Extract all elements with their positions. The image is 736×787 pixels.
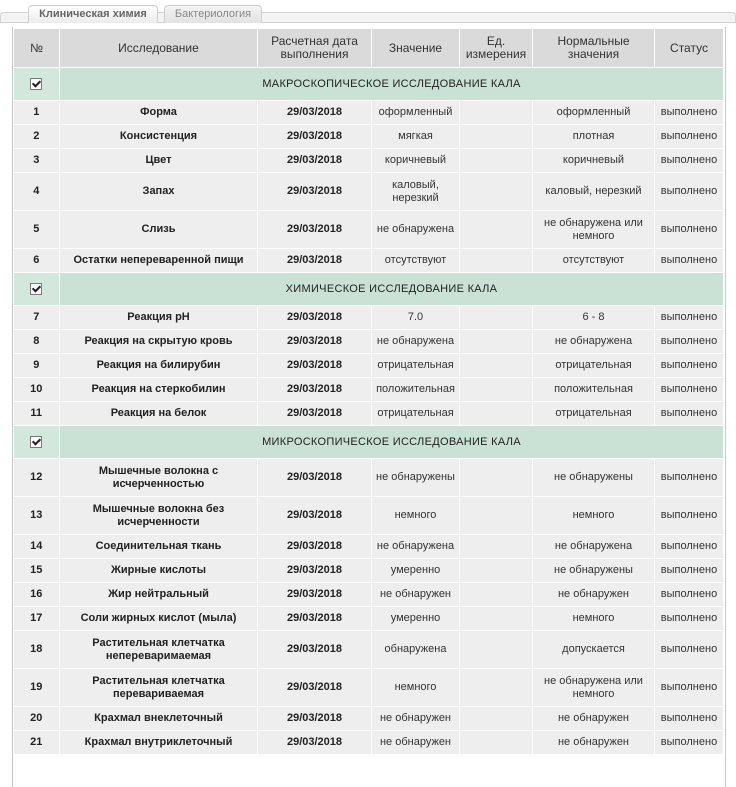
cell-unit: [460, 306, 533, 330]
cell-number: 20: [14, 707, 60, 731]
cell-norm: 6 - 8: [533, 306, 655, 330]
cell-number: 6: [14, 249, 60, 273]
cell-number: 4: [14, 173, 60, 211]
cell-status: выполнено: [655, 731, 724, 755]
cell-number: 1: [14, 101, 60, 125]
cell-value: не обнаружены: [372, 459, 460, 497]
table-row[interactable]: [14, 497, 724, 535]
section-header-row: [14, 68, 724, 101]
cell-norm: не обнаружены: [533, 559, 655, 583]
header-status[interactable]: Статус: [655, 29, 724, 68]
cell-test-name: Соли жирных кислот (мыла): [60, 607, 258, 631]
cell-norm: коричневый: [533, 149, 655, 173]
header-norm[interactable]: Нормальные значения: [533, 29, 655, 68]
table-row[interactable]: [14, 631, 724, 669]
cell-test-name: Соединительная ткань: [60, 535, 258, 559]
cell-norm: плотная: [533, 125, 655, 149]
cell-test-name: Слизь: [60, 211, 258, 249]
table-row[interactable]: [14, 125, 724, 149]
cell-status: выполнено: [655, 583, 724, 607]
cell-test-name: Мышечные волокна без исчерченности: [60, 497, 258, 535]
cell-status: выполнено: [655, 707, 724, 731]
table-row[interactable]: [14, 354, 724, 378]
cell-value: не обнаружен: [372, 707, 460, 731]
cell-value: не обнаружен: [372, 583, 460, 607]
cell-test-name: Растительная клетчатка перевариваемая: [60, 669, 258, 707]
cell-number: 17: [14, 607, 60, 631]
section-title: МАКРОСКОПИЧЕСКОЕ ИССЛЕДОВАНИЕ КАЛА: [60, 68, 724, 101]
section-checkbox-cell: [14, 68, 60, 101]
cell-value: положительная: [372, 378, 460, 402]
cell-unit: [460, 497, 533, 535]
table-row[interactable]: [14, 459, 724, 497]
table-row[interactable]: [14, 101, 724, 125]
cell-value: коричневый: [372, 149, 460, 173]
table-row[interactable]: [14, 669, 724, 707]
results-table: [13, 28, 724, 755]
cell-norm: не обнаружена: [533, 330, 655, 354]
section-checkbox[interactable]: [30, 78, 42, 90]
cell-test-name: Реакция на стеркобилин: [60, 378, 258, 402]
cell-value: отрицательная: [372, 354, 460, 378]
table-row[interactable]: [14, 330, 724, 354]
cell-status: выполнено: [655, 125, 724, 149]
cell-status: выполнено: [655, 607, 724, 631]
cell-norm: не обнаружена или немного: [533, 211, 655, 249]
cell-unit: [460, 583, 533, 607]
cell-date: 29/03/2018: [258, 173, 372, 211]
cell-unit: [460, 669, 533, 707]
cell-test-name: Реакция на билирубин: [60, 354, 258, 378]
tab-clinical-chemistry[interactable]: Клиническая химия: [28, 5, 158, 23]
cell-unit: [460, 211, 533, 249]
section-checkbox-cell: [14, 426, 60, 459]
cell-number: 3: [14, 149, 60, 173]
cell-date: 29/03/2018: [258, 631, 372, 669]
cell-number: 16: [14, 583, 60, 607]
section-header-row: [14, 426, 724, 459]
cell-status: выполнено: [655, 402, 724, 426]
cell-norm: не обнаружены: [533, 459, 655, 497]
cell-date: 29/03/2018: [258, 559, 372, 583]
cell-date: 29/03/2018: [258, 378, 372, 402]
header-unit[interactable]: Ед. измерения: [460, 29, 533, 68]
cell-norm: не обнаружен: [533, 731, 655, 755]
cell-unit: [460, 173, 533, 211]
cell-test-name: Цвет: [60, 149, 258, 173]
cell-value: оформленный: [372, 101, 460, 125]
cell-unit: [460, 607, 533, 631]
cell-status: выполнено: [655, 459, 724, 497]
cell-test-name: Остатки непереваренной пищи: [60, 249, 258, 273]
table-row[interactable]: [14, 559, 724, 583]
table-row[interactable]: [14, 249, 724, 273]
cell-value: не обнаружена: [372, 535, 460, 559]
header-number[interactable]: №: [14, 29, 60, 68]
cell-norm: допускается: [533, 631, 655, 669]
cell-norm: не обнаружена: [533, 535, 655, 559]
cell-value: немного: [372, 497, 460, 535]
cell-status: выполнено: [655, 378, 724, 402]
cell-status: выполнено: [655, 101, 724, 125]
cell-date: 29/03/2018: [258, 101, 372, 125]
table-row[interactable]: [14, 707, 724, 731]
cell-norm: немного: [533, 607, 655, 631]
cell-norm: оформленный: [533, 101, 655, 125]
table-row[interactable]: [14, 731, 724, 755]
cell-norm: положительная: [533, 378, 655, 402]
cell-norm: отрицательная: [533, 402, 655, 426]
table-row[interactable]: [14, 378, 724, 402]
cell-date: 29/03/2018: [258, 125, 372, 149]
cell-norm: не обнаружена или немного: [533, 669, 655, 707]
cell-unit: [460, 125, 533, 149]
cell-unit: [460, 535, 533, 559]
cell-test-name: Мышечные волокна с исчерченностью: [60, 459, 258, 497]
cell-number: 7: [14, 306, 60, 330]
section-title: ХИМИЧЕСКОЕ ИССЛЕДОВАНИЕ КАЛА: [60, 273, 724, 306]
cell-unit: [460, 149, 533, 173]
cell-date: 29/03/2018: [258, 402, 372, 426]
cell-unit: [460, 402, 533, 426]
table-row[interactable]: [14, 306, 724, 330]
cell-number: 5: [14, 211, 60, 249]
cell-number: 12: [14, 459, 60, 497]
cell-date: 29/03/2018: [258, 535, 372, 559]
cell-norm: каловый, нерезкий: [533, 173, 655, 211]
cell-date: 29/03/2018: [258, 249, 372, 273]
cell-value: немного: [372, 669, 460, 707]
cell-value: 7.0: [372, 306, 460, 330]
cell-value: отрицательная: [372, 402, 460, 426]
cell-date: 29/03/2018: [258, 211, 372, 249]
header-value[interactable]: Значение: [372, 29, 460, 68]
cell-number: 14: [14, 535, 60, 559]
cell-value: отсутствуют: [372, 249, 460, 273]
section-checkbox[interactable]: [30, 283, 42, 295]
cell-norm: не обнаружен: [533, 707, 655, 731]
section-header-row: [14, 273, 724, 306]
cell-unit: [460, 459, 533, 497]
cell-number: 19: [14, 669, 60, 707]
cell-number: 2: [14, 125, 60, 149]
cell-test-name: Жирные кислоты: [60, 559, 258, 583]
cell-norm: отсутствуют: [533, 249, 655, 273]
cell-status: выполнено: [655, 631, 724, 669]
cell-date: 29/03/2018: [258, 707, 372, 731]
table-row[interactable]: [14, 583, 724, 607]
cell-test-name: Реакция на скрытую кровь: [60, 330, 258, 354]
cell-test-name: Растительная клетчатка непереваримаемая: [60, 631, 258, 669]
cell-number: 13: [14, 497, 60, 535]
cell-unit: [460, 707, 533, 731]
cell-unit: [460, 101, 533, 125]
cell-date: 29/03/2018: [258, 354, 372, 378]
cell-value: умеренно: [372, 607, 460, 631]
cell-value: мягкая: [372, 125, 460, 149]
header-date[interactable]: Расчетная дата выполнения: [258, 29, 372, 68]
table-body: [14, 68, 724, 755]
cell-test-name: Запах: [60, 173, 258, 211]
cell-value: умеренно: [372, 559, 460, 583]
cell-test-name: Крахмал внеклеточный: [60, 707, 258, 731]
cell-value: не обнаружен: [372, 731, 460, 755]
cell-value: обнаружена: [372, 631, 460, 669]
cell-date: 29/03/2018: [258, 669, 372, 707]
cell-date: 29/03/2018: [258, 306, 372, 330]
cell-test-name: Крахмал внутриклеточный: [60, 731, 258, 755]
table-row[interactable]: [14, 173, 724, 211]
cell-value: не обнаружена: [372, 211, 460, 249]
section-checkbox-cell: [14, 273, 60, 306]
header-test[interactable]: Исследование: [60, 29, 258, 68]
cell-test-name: Консистенция: [60, 125, 258, 149]
cell-unit: [460, 354, 533, 378]
cell-unit: [460, 249, 533, 273]
cell-number: 15: [14, 559, 60, 583]
cell-status: выполнено: [655, 330, 724, 354]
cell-status: выполнено: [655, 559, 724, 583]
cell-test-name: Форма: [60, 101, 258, 125]
cell-test-name: Реакция pH: [60, 306, 258, 330]
cell-norm: не обнаружен: [533, 583, 655, 607]
cell-value: не обнаружена: [372, 330, 460, 354]
tab-bacteriology[interactable]: Бактериология: [164, 5, 262, 23]
cell-status: выполнено: [655, 249, 724, 273]
tab-bar: [0, 0, 736, 23]
cell-unit: [460, 330, 533, 354]
section-checkbox[interactable]: [30, 436, 42, 448]
table-row[interactable]: [14, 211, 724, 249]
cell-status: выполнено: [655, 535, 724, 559]
table-row[interactable]: [14, 149, 724, 173]
section-title: МИКРОСКОПИЧЕСКОЕ ИССЛЕДОВАНИЕ КАЛА: [60, 426, 724, 459]
cell-status: выполнено: [655, 173, 724, 211]
cell-status: выполнено: [655, 306, 724, 330]
cell-unit: [460, 378, 533, 402]
cell-test-name: Реакция на белок: [60, 402, 258, 426]
cell-date: 29/03/2018: [258, 583, 372, 607]
cell-date: 29/03/2018: [258, 149, 372, 173]
table-header-row: [14, 29, 724, 68]
cell-number: 18: [14, 631, 60, 669]
cell-norm: немного: [533, 497, 655, 535]
cell-number: 21: [14, 731, 60, 755]
cell-status: выполнено: [655, 669, 724, 707]
cell-date: 29/03/2018: [258, 731, 372, 755]
cell-test-name: Жир нейтральный: [60, 583, 258, 607]
cell-number: 9: [14, 354, 60, 378]
table-row[interactable]: [14, 535, 724, 559]
table-row[interactable]: [14, 402, 724, 426]
cell-unit: [460, 731, 533, 755]
cell-date: 29/03/2018: [258, 330, 372, 354]
cell-norm: отрицательная: [533, 354, 655, 378]
cell-number: 10: [14, 378, 60, 402]
cell-value: каловый, нерезкий: [372, 173, 460, 211]
cell-date: 29/03/2018: [258, 459, 372, 497]
cell-number: 11: [14, 402, 60, 426]
cell-unit: [460, 559, 533, 583]
cell-status: выполнено: [655, 354, 724, 378]
cell-status: выполнено: [655, 211, 724, 249]
cell-date: 29/03/2018: [258, 607, 372, 631]
table-row[interactable]: [14, 607, 724, 631]
cell-number: 8: [14, 330, 60, 354]
cell-status: выполнено: [655, 497, 724, 535]
cell-status: выполнено: [655, 149, 724, 173]
cell-unit: [460, 631, 533, 669]
cell-date: 29/03/2018: [258, 497, 372, 535]
